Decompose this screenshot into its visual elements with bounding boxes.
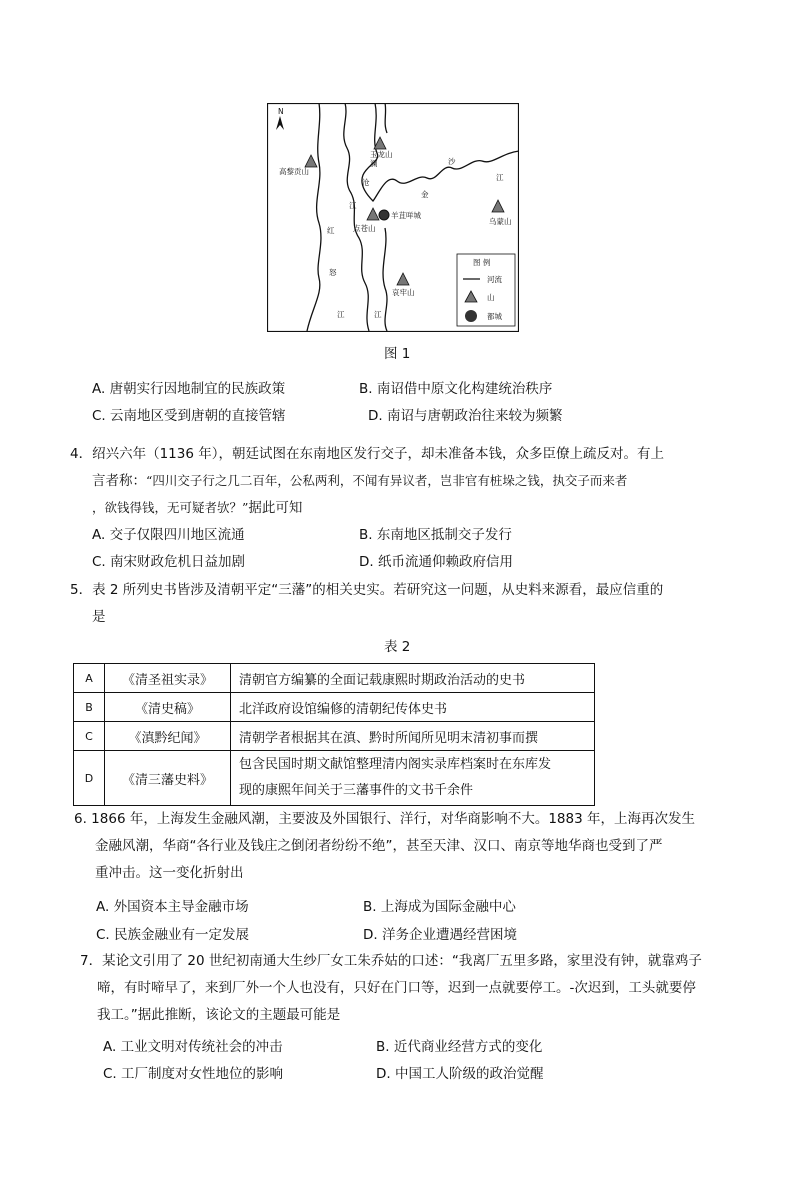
row-desc: 清朝学者根据其在滇、黔时所闻所见明末清初事而撰: [231, 722, 595, 751]
q6-stem-line1: 6. 1866 年，上海发生金融风潮，主要波及外国银行、洋行，对华商影响不大。1883 年，上海再次发生: [74, 811, 695, 827]
sources-table: [73, 663, 595, 806]
q7-stem-line1: 7．某论文引用了 20 世纪初南通大生纱厂女工朱乔姑的口述：“我离厂五里多路，家里没有钟，就靠鸡子: [80, 953, 702, 969]
row-desc: 北洋政府设馆编修的清朝纪传体史书: [231, 693, 595, 722]
svg-text:高黎贡山: 高黎贡山: [279, 167, 309, 176]
svg-text:澜: 澜: [370, 159, 378, 168]
q3-option-a[interactable]: A. 唐朝实行因地制宜的民族政策: [92, 381, 286, 397]
svg-text:江: 江: [337, 310, 345, 319]
q3-option-b[interactable]: B. 南诏借中原文化构建统治秩序: [359, 381, 553, 397]
q3-option-d[interactable]: D. 南诏与唐朝政治往来较为频繁: [368, 408, 563, 424]
svg-text:玉龙山: 玉龙山: [370, 150, 393, 159]
q7-stem-line2: 啼，有时啼早了，来到厂外一个人也没有，只好在门口等，迟到一点就要停工。-次迟到，工头就要停: [97, 980, 696, 996]
q4-stem-line2: 言者称：“四川交子行之几二百年，公私两利，不闻有异议者，岂非官有桩垛之钱，执交子而来者: [92, 473, 628, 489]
table-row: [74, 751, 595, 806]
svg-text:江: 江: [374, 310, 382, 319]
svg-text:江: 江: [496, 173, 504, 182]
table-row: [74, 693, 595, 722]
row-key: D: [74, 751, 105, 806]
row-key: A: [74, 664, 105, 693]
map-figure: [267, 103, 519, 332]
q6-option-c[interactable]: C. 民族金融业有一定发展: [96, 927, 250, 943]
q6-stem-line3: 重冲击。这一变化折射出: [95, 865, 244, 881]
svg-text:乌蒙山: 乌蒙山: [489, 217, 512, 226]
q4-option-b[interactable]: B. 东南地区抵制交子发行: [359, 527, 512, 543]
table-row: [74, 722, 595, 751]
q7-option-d[interactable]: D. 中国工人阶级的政治觉醒: [376, 1066, 544, 1082]
row-book: 《清三藩史料》: [105, 751, 231, 806]
row-desc: 包含民国时期文献馆整理清内阁实录库档案时在东库发 现的康熙年间关于三藩事件的文书千余件: [231, 751, 595, 806]
svg-text:红: 红: [327, 226, 335, 235]
row-key: C: [74, 722, 105, 751]
svg-text:沙: 沙: [448, 157, 456, 166]
q7-stem-line3: 我工。”据此推断，该论文的主题最可能是: [97, 1007, 341, 1023]
q4-option-a[interactable]: A. 交子仅限四川地区流通: [92, 527, 245, 543]
row-book: 《滇黔纪闻》: [105, 722, 231, 751]
q7-option-b[interactable]: B. 近代商业经营方式的变化: [376, 1039, 543, 1055]
row-book: 《清史稿》: [105, 693, 231, 722]
q4-option-c[interactable]: C. 南宋财政危机日益加剧: [92, 554, 246, 570]
svg-text:金: 金: [421, 190, 429, 199]
q7-option-c[interactable]: C. 工厂制度对女性地位的影响: [103, 1066, 284, 1082]
svg-text:江: 江: [349, 201, 357, 210]
row-desc: 清朝官方编纂的全面记载康熙时期政治活动的史书: [231, 664, 595, 693]
svg-text:山: 山: [487, 293, 495, 302]
row-key: B: [74, 693, 105, 722]
q7-option-a[interactable]: A. 工业文明对传统社会的冲击: [103, 1039, 283, 1055]
svg-text:N: N: [278, 107, 284, 116]
q5-stem-line1: 5．表 2 所列史书皆涉及清朝平定“三藩”的相关史实。若研究这一问题，从史料来源看，最应信重的: [70, 582, 664, 598]
table-row: [74, 664, 595, 693]
q6-option-a[interactable]: A. 外国资本主导金融市场: [96, 899, 249, 915]
q3-option-c[interactable]: C. 云南地区受到唐朝的直接管辖: [92, 408, 286, 424]
row-book: 《清圣祖实录》: [105, 664, 231, 693]
svg-text:点苍山: 点苍山: [353, 224, 376, 233]
capital-city-icon: [379, 210, 389, 220]
q4-stem-line3: ，欲钱得钱，无可疑者欤？”据此可知: [92, 500, 303, 516]
svg-text:沧: 沧: [362, 178, 370, 187]
q4-stem-line1: 4．绍兴六年（1136 年），朝廷试图在东南地区发行交子，却未准备本钱，众多臣僚上疏反对。有上: [70, 446, 664, 462]
q4-option-d[interactable]: D. 纸币流通仰赖政府信用: [359, 554, 513, 570]
svg-text:河流: 河流: [487, 275, 502, 284]
svg-text:都城: 都城: [487, 312, 502, 321]
map-legend: [457, 254, 515, 326]
svg-text:哀牢山: 哀牢山: [392, 288, 415, 297]
svg-text:羊苴咩城: 羊苴咩城: [391, 211, 421, 220]
q6-option-b[interactable]: B. 上海成为国际金融中心: [363, 899, 516, 915]
q6-stem-line2: 金融风潮，华商“各行业及钱庄之倒闭者纷纷不绝”，甚至天津、汉口、南京等地华商也受到了严: [95, 838, 663, 854]
q5-stem-line2: 是: [92, 609, 106, 625]
q6-option-d[interactable]: D. 洋务企业遭遇经营困境: [363, 927, 517, 943]
svg-text:怒: 怒: [329, 268, 337, 277]
figure-caption: 图 1: [384, 346, 411, 362]
table-caption: 表 2: [384, 639, 411, 655]
svg-text:图 例: 图 例: [473, 258, 491, 267]
